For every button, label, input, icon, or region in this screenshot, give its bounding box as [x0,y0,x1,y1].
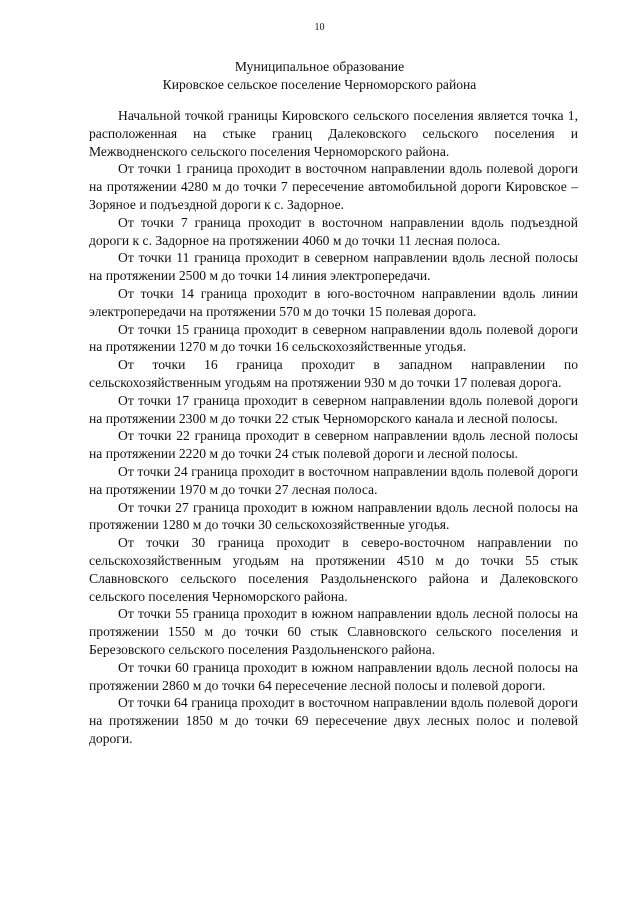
paragraph: От точки 7 граница проходит в восточном направлении вдоль подъездной дороги к с. Задорное на протяжении 4060 м до точки 11 лесная полоса. [89,214,578,248]
page-number: 10 [314,22,325,33]
paragraph: От точки 30 граница проходит в северо-восточном направлении по сельскохозяйственным угодьям на протяжении 4510 м до точки 55 стык Славновского сельского поселения Раздольненского района и Далековского сельского поселения Черноморского района. [89,535,578,604]
heading-line-2: Кировское сельское поселение Черноморского района [162,77,477,92]
paragraph: От точки 16 граница проходит в западном направлении по сельскохозяйственным угодьям на протяжении 930 м до точки 17 полевая дорога. [89,357,578,390]
paragraph: От точки 60 граница проходит в южном направлении вдоль лесной полосы на протяжении 2860 м до точки 64 пересечение лесной полосы и полевой дороги. [89,659,578,693]
paragraph: От точки 55 граница проходит в южном направлении вдоль лесной полосы на протяжении 1550 м до точки 60 стык Славновского сельского поселения и Березовского сельского поселения Раздольненского района. [89,606,578,657]
paragraph: От точки 64 граница проходит в восточном направлении вдоль полевой дороги на протяжении 1850 м до точки 69 пересечение двух лесных полос и полевой дороги. [89,695,578,746]
heading-line-1: Муниципальное образование [234,59,405,74]
document-body [89,107,578,748]
paragraph: От точки 1 граница проходит в восточном направлении вдоль полевой дороги на протяжении 4280 м до точки 7 пересечение автомобильной дороги Кировское – Зоряное и подъездной дороги к с. Задорное. [89,161,578,212]
paragraph: От точки 14 граница проходит в юго-восточном направлении вдоль линии электропередачи на протяжении 570 м до точки 15 полевая дорога. [89,285,578,319]
document-heading [0,58,639,94]
paragraph: От точки 15 граница проходит в северном направлении вдоль полевой дороги на протяжении 1270 м до точки 16 сельскохозяйственные угодья. [89,321,578,355]
paragraph: От точки 11 граница проходит в северном направлении вдоль лесной полосы на протяжении 2500 м до точки 14 линия электропередачи. [89,250,578,284]
paragraph: От точки 17 граница проходит в северном направлении вдоль полевой дороги на протяжении 2300 м до точки 22 стык Черноморского канала и лесной полосы. [89,392,578,426]
paragraph: Начальной точкой границы Кировского сельского поселения является точка 1, расположенная на стыке границ Далековского сельского поселения и Межводненского сельского поселения Черноморского района. [89,108,578,159]
paragraph: От точки 22 граница проходит в северном направлении вдоль лесной полосы на протяжении 2220 м до точки 24 стык полевой дороги и лесной полосы. [89,428,578,462]
paragraph: От точки 27 граница проходит в южном направлении вдоль лесной полосы на протяжении 1280 м до точки 30 сельскохозяйственные угодья. [89,499,578,533]
paragraph: От точки 24 граница проходит в восточном направлении вдоль полевой дороги на протяжении 1970 м до точки 27 лесная полоса. [89,463,578,497]
